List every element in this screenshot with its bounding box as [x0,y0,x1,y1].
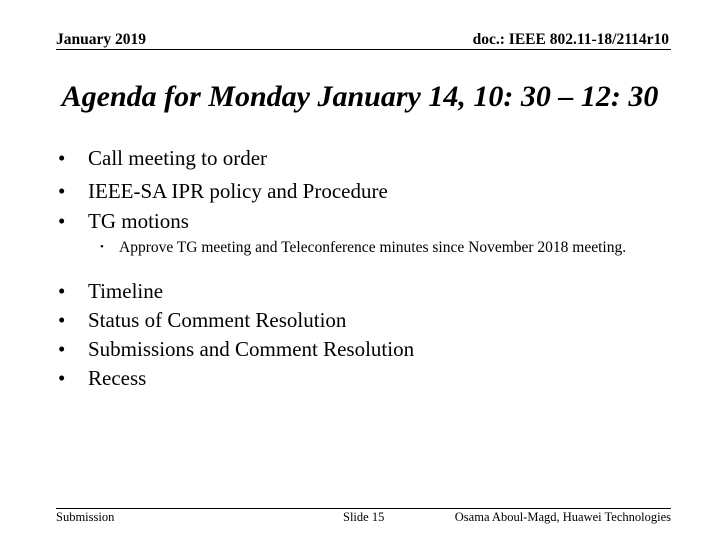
bullet-marker: • [58,337,66,361]
bullet-marker: • [58,209,66,233]
agenda-item-text: IEEE-SA IPR policy and Procedure [88,179,388,203]
header-date: January 2019 [56,31,146,48]
agenda-item-text: Timeline [88,279,164,303]
bullet-marker: • [58,279,66,303]
footer-submission: Submission [56,510,115,524]
header-divider [56,49,671,50]
bullet-marker: • [58,179,66,203]
agenda-subitem [100,239,660,256]
footer-slide-number: Slide 15 [343,510,385,524]
bullet-marker: • [58,308,66,332]
agenda-item [58,179,388,204]
agenda-item [58,366,146,391]
agenda-item [58,279,163,304]
agenda-item [58,308,346,333]
agenda-item-text: Submissions and Comment Resolution [88,337,415,361]
agenda-item [58,209,189,234]
agenda-subitem-text: Approve TG meeting and Teleconference minutes since November 2018 meeting. [119,239,627,256]
agenda-item [58,337,414,362]
footer-author: Osama Aboul-Magd, Huawei Technologies [454,510,671,524]
footer-divider [56,508,671,509]
slide-title: Agenda for Monday January 14, 10: 30 – 12: 30 [61,80,659,113]
agenda-item [58,146,267,171]
bullet-marker: • [58,366,66,390]
agenda-item-text: Status of Comment Resolution [88,308,347,332]
agenda-item-text: Recess [88,366,147,390]
bullet-marker: • [100,241,104,253]
agenda-item-text: TG motions [88,209,189,233]
bullet-marker: • [58,146,66,170]
header-doc-id: doc.: IEEE 802.11-18/2114r10 [472,31,669,48]
agenda-item-text: Call meeting to order [88,146,268,170]
